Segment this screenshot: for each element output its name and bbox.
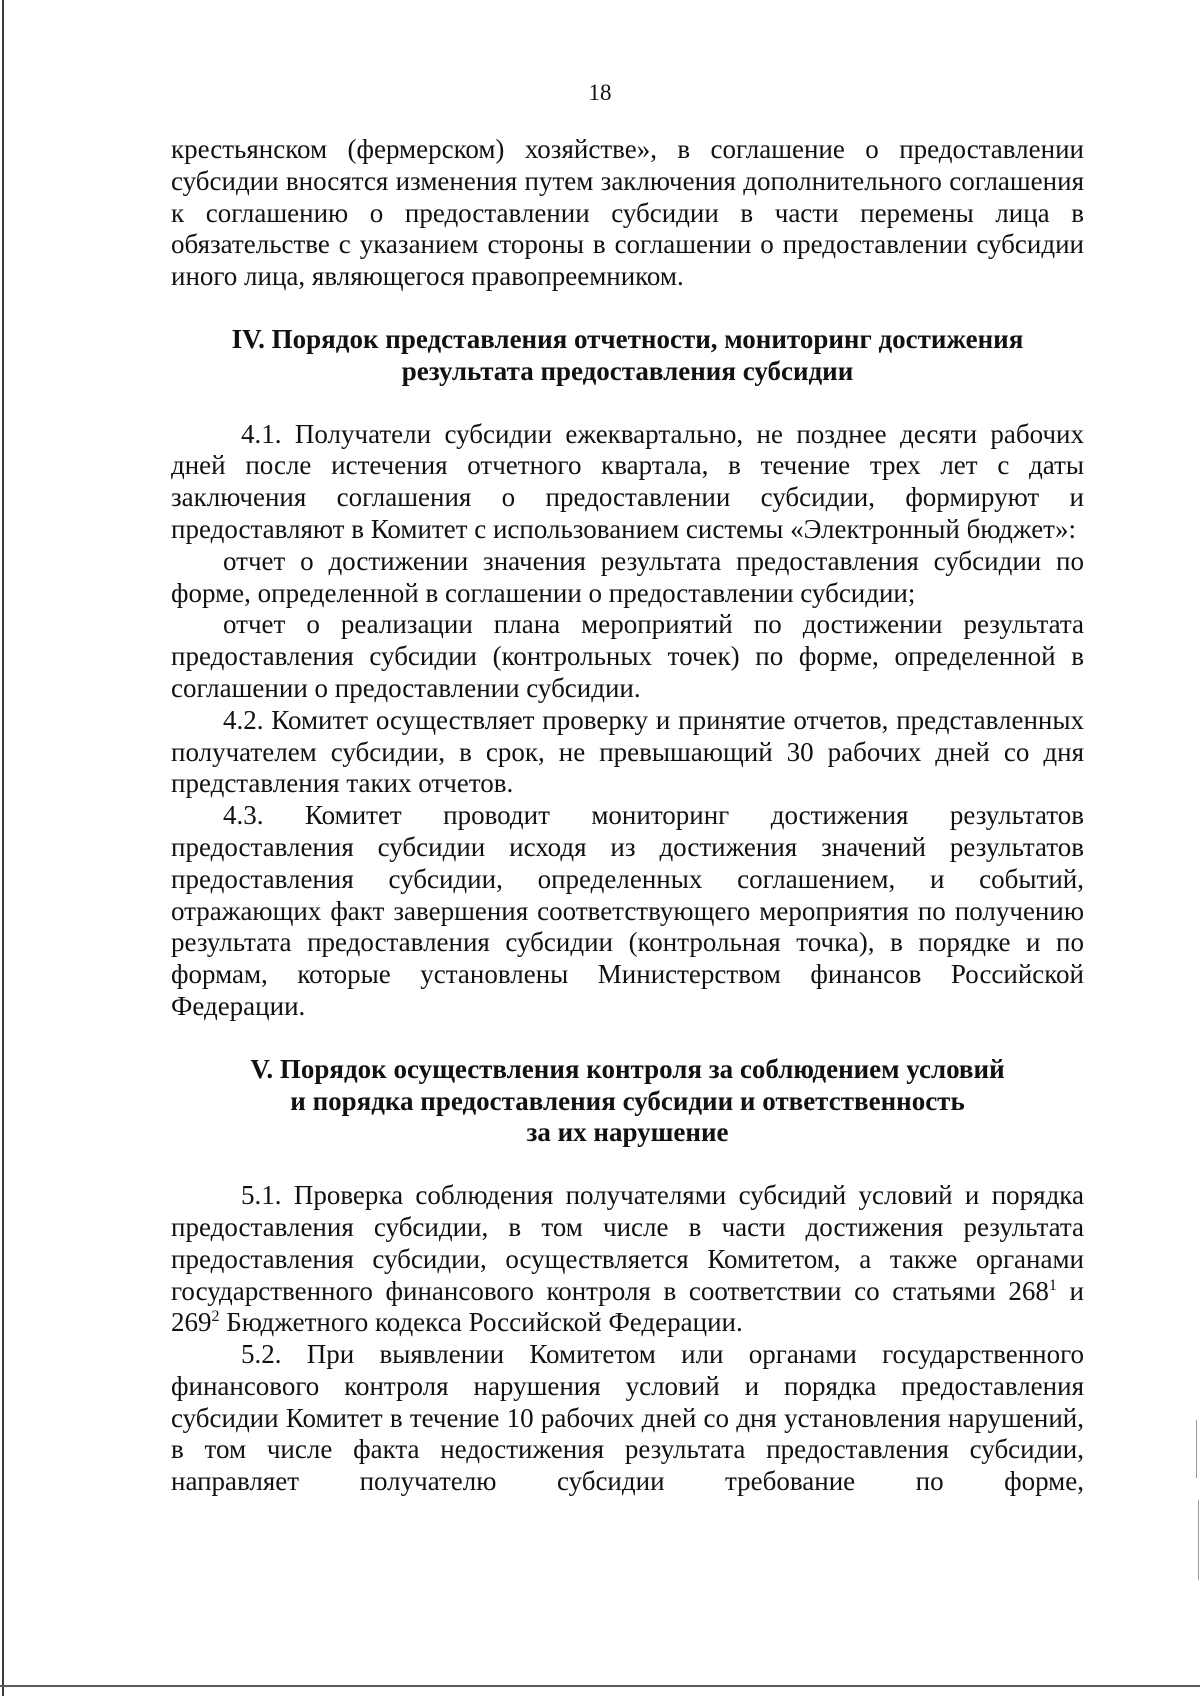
superscript: 1 <box>1048 1276 1057 1294</box>
paragraph-4-1-b: отчет о реализации плана мероприятий по достижении результата предоставления субсидии (контрольных точек) по форме, определенной в соглашении о предоставлении субсидии. <box>171 609 1084 703</box>
paragraph-4-1: 4.1. Получатели субсидии ежеквартально, не позднее десяти рабочих дней после истечения отчетного квартала, в течение трех лет с даты заключения соглашения о предоставлении субсидии, формируют и предоставляют в Комитет с использованием системы «Электронный бюджет»: <box>171 418 1084 544</box>
section-5-heading <box>171 1054 1084 1149</box>
scan-mark <box>1198 1500 1199 1580</box>
text-run: Бюджетного кодекса Российской Федерации. <box>219 1307 743 1338</box>
paragraph-5-1 <box>171 1180 1084 1339</box>
section-4-heading <box>171 324 1084 388</box>
paragraph-4-1-a: отчет о достижении значения результата предоставления субсидии по форме, определенной в соглашении о предоставлении субсидии; <box>171 545 1084 608</box>
heading-line: и порядка предоставления субсидии и ответственность <box>290 1085 965 1116</box>
heading-line: IV. Порядок представления отчетности, мониторинг достижения <box>231 323 1024 354</box>
superscript: 2 <box>211 1308 220 1326</box>
scan-edge-bottom <box>0 1685 1200 1687</box>
page-number: 18 <box>588 80 612 105</box>
heading-line: V. Порядок осуществления контроля за соблюдением условий <box>250 1053 1005 1084</box>
scan-mark <box>1196 1420 1197 1478</box>
document-body <box>171 134 1084 1498</box>
paragraph-4-3: 4.3. Комитет проводит мониторинг достижения результатов предоставления субсидии исходя из достижения значений результатов предоставления субсидии, определенных соглашением, и событий, отражающих факт завершения соответствующего мероприятия по получению результата предоставления субсидии (контрольная точка), в порядке и по формам, которые установлены Министерством финансов Российской Федерации. <box>171 800 1084 1021</box>
paragraph-5-2: 5.2. При выявлении Комитетом или органами государственного финансового контроля нарушения условий и порядка предоставления субсидии Комитет в течение 10 рабочих дней со дня установления нарушений, в том числе факта недостижения результата предоставления субсидии, направляет получателю субсидии требование по форме, <box>171 1339 1084 1497</box>
text-run: и 269 <box>171 1275 1084 1338</box>
text-run: 5.1. Проверка соблюдения получателями субсидий условий и порядка предоставления субсидии, в том числе в части достижения результата предоставления субсидии, осуществляется Комитетом, а также органами государственного финансового контроля в соответствии со статьями 268 <box>171 1180 1084 1306</box>
paragraph-4-2: 4.2. Комитет осуществляет проверку и принятие отчетов, представленных получателем субсидии, в срок, не превышающий 30 рабочих дней со дня представления таких отчетов. <box>171 704 1084 799</box>
heading-line: за их нарушение <box>526 1117 729 1148</box>
heading-line: результата предоставления субсидии <box>401 355 854 386</box>
scan-edge-left <box>2 0 4 1696</box>
paragraph-continuation: крестьянском (фермерском) хозяйстве», в соглашение о предоставлении субсидии вносятся изменения путем заключения дополнительного соглашения к соглашению о предоставлении субсидии в части перемены лица в обязательстве с указанием стороны в соглашении о предоставлении субсидии иного лица, являющегося правопреемником. <box>171 134 1084 292</box>
